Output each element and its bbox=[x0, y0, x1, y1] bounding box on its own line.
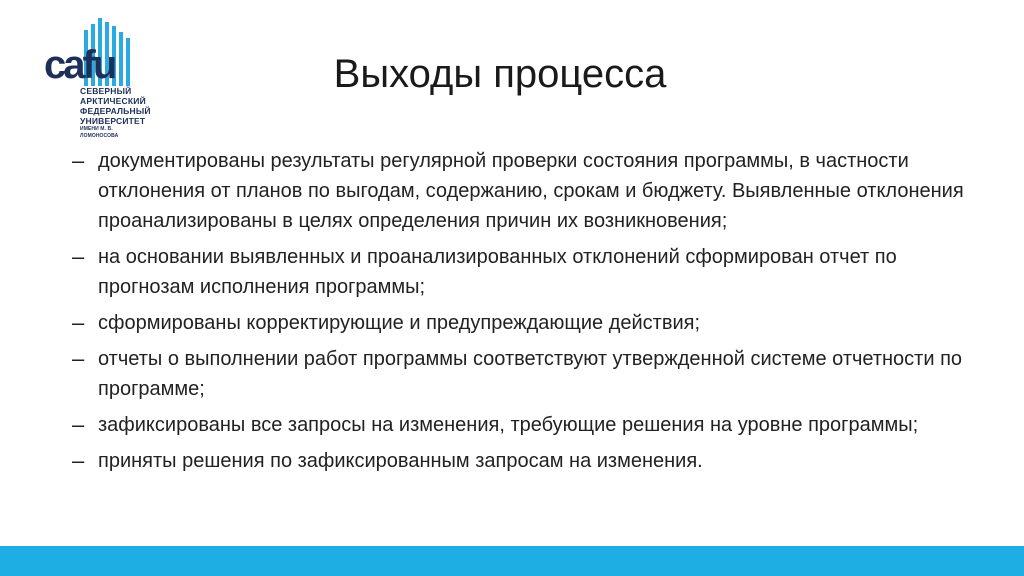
logo-caption-line: ФЕДЕРАЛЬНЫЙ bbox=[80, 106, 151, 116]
logo-caption-line: АРКТИЧЕСКИЙ bbox=[80, 96, 146, 106]
bullet-text: документированы результаты регулярной проверки состояния программы, в частности отклонения от планов по выгодам, содержанию, срокам и бюджету. Выявленные отклонения проанализированы в целях определения причин их возникновения; bbox=[98, 150, 964, 232]
logo-caption-line: СЕВЕРНЫЙ bbox=[80, 86, 132, 96]
bullet-list bbox=[72, 146, 972, 482]
bullet-text: зафиксированы все запросы на изменения, требующие решения на уровне программы; bbox=[98, 414, 919, 436]
safu-logo-mark bbox=[42, 14, 142, 86]
bullet-dash: – bbox=[72, 412, 85, 437]
slide-title: Выходы процесса bbox=[333, 52, 667, 96]
bullet-text: отчеты о выполнении работ программы соответствуют утвержденной системе отчетности по программе; bbox=[98, 348, 963, 400]
bullet-item bbox=[72, 446, 972, 476]
bullet-dash: – bbox=[72, 346, 85, 371]
bullet-item bbox=[72, 242, 972, 302]
logo-caption bbox=[80, 86, 152, 140]
bullet-item bbox=[72, 344, 972, 404]
bullet-item bbox=[72, 410, 972, 440]
bullet-text: на основании выявленных и проанализированных отклонений сформирован отчет по прогнозам исполнения программы; bbox=[98, 246, 897, 298]
logo-caption-line: УНИВЕРСИТЕТ bbox=[80, 116, 146, 126]
bullet-item bbox=[72, 146, 972, 236]
bullet-dash: – bbox=[72, 148, 85, 173]
logo-caption-small: ИМЕНИ М. В. ЛОМОНОСОВА bbox=[80, 126, 119, 139]
logo-wordmark: cafu bbox=[44, 43, 115, 86]
bullet-dash: – bbox=[72, 310, 85, 335]
bullet-dash: – bbox=[72, 244, 85, 269]
bullet-dash: – bbox=[72, 448, 85, 473]
bottom-accent-bar bbox=[0, 546, 1024, 576]
bullet-item bbox=[72, 308, 972, 338]
bullet-text: приняты решения по зафиксированным запросам на изменения. bbox=[98, 450, 703, 472]
university-logo bbox=[42, 14, 150, 142]
bullet-text: сформированы корректирующие и предупреждающие действия; bbox=[98, 312, 701, 334]
